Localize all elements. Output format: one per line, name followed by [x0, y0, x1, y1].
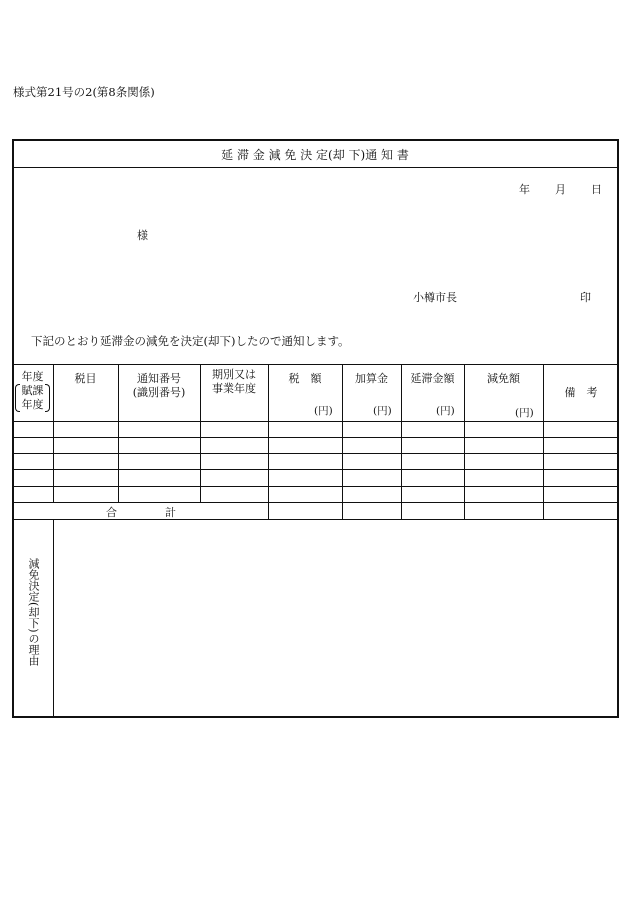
header-fiscal-year-line2: 賦課 [21, 384, 44, 397]
header-notice-number-line2: (識別番号) [132, 386, 186, 399]
reason-label: 減免決定(却下)の理由 [27, 558, 40, 666]
form-id: 様式第21号の2(第8条関係) [13, 85, 155, 99]
row-line [12, 469, 619, 470]
unit-additional-tax: (円) [373, 405, 392, 417]
header-late-fee: 延滞金額 [410, 372, 455, 385]
title-divider [12, 167, 619, 168]
unit-late-fee: (円) [436, 405, 455, 417]
total-top-line [12, 502, 619, 503]
header-remarks: 備 考 [564, 386, 598, 399]
header-fiscal-year-line3: 年度 [21, 398, 44, 411]
seal-label: 印 [580, 291, 591, 304]
header-additional-tax: 加算金 [355, 372, 388, 385]
unit-tax-amount: (円) [314, 405, 333, 417]
row-line [12, 437, 619, 438]
issuer-name: 小樽市長 [413, 291, 457, 304]
col-line [401, 364, 402, 519]
header-period-line2: 事業年度 [212, 382, 256, 395]
total-label-1: 合 [106, 506, 117, 519]
header-period-line1: 期別又は [212, 368, 256, 381]
row-line [12, 486, 619, 487]
header-tax-amount: 税 額 [288, 372, 322, 385]
left-bracket [15, 384, 20, 412]
header-notice-number [118, 372, 200, 400]
addressee-suffix: 様 [137, 229, 148, 242]
table-top-line [12, 364, 619, 365]
header-fiscal-year [12, 370, 53, 412]
date-year-label: 年 [519, 183, 530, 196]
header-fiscal-year-bracket [12, 384, 53, 412]
date-month-label: 月 [555, 183, 566, 196]
right-bracket [45, 384, 50, 412]
header-bottom-line [12, 421, 619, 422]
header-tax-item: 税目 [74, 372, 97, 385]
total-bottom-line [12, 519, 619, 520]
date-day-label: 日 [591, 183, 602, 196]
notice-text: 下記のとおり延滞金の減免を決定(却下)したので通知します。 [31, 334, 350, 348]
reason-divider [53, 519, 54, 717]
col-line [268, 364, 269, 519]
unit-exemption-amount: (円) [515, 407, 534, 419]
total-label-2: 計 [165, 506, 176, 519]
header-fiscal-year-line1: 年度 [21, 370, 44, 383]
row-line [12, 453, 619, 454]
col-line [464, 364, 465, 519]
form-title: 延 滞 金 減 免 決 定(却 下)通 知 書 [221, 148, 409, 162]
header-period [200, 368, 268, 396]
header-exemption-amount: 減免額 [487, 372, 520, 385]
col-line [342, 364, 343, 519]
header-notice-number-line1: 通知番号 [137, 372, 181, 385]
form-frame [12, 139, 619, 718]
